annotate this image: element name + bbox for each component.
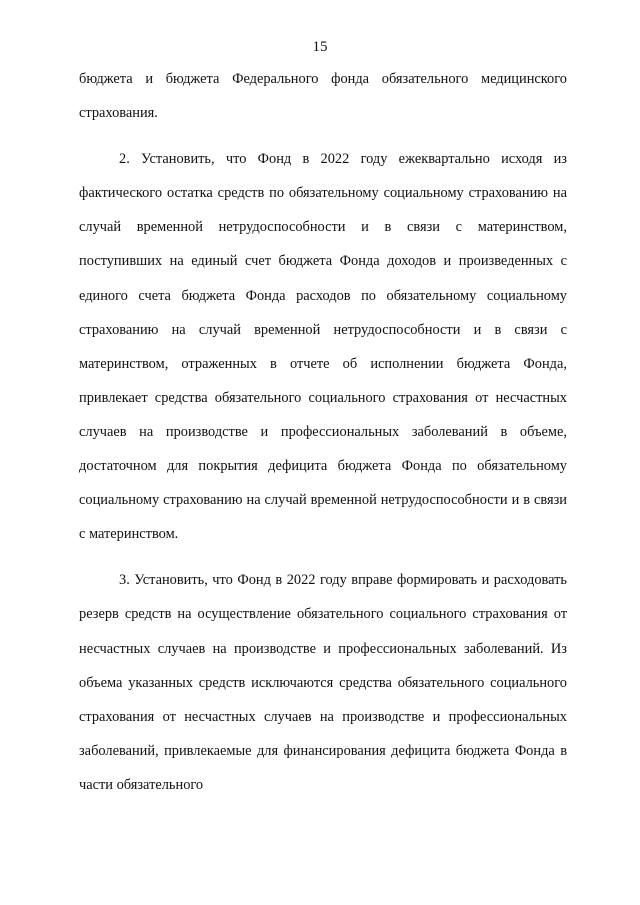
paragraph-item-3: 3. Установить, что Фонд в 2022 году вправе формировать и расходовать резерв средств на осуществление обязательного социального страхования от несчастных случаев на производстве и профессиональных заболеваний. Из объема указанных средств исключаются средства обязательного социального страхования от несчастных случаев на производстве и профессиональных заболеваний, привлекаемые для финансирования дефицита бюджета Фонда в части обязательного bbox=[79, 572, 567, 793]
paragraph-item-2: 2. Установить, что Фонд в 2022 году ежеквартально исходя из фактического остатка средств по обязательному социальному страхованию на случай временной нетрудоспособности и в связи с материнством, поступивших на единый счет бюджета Фонда доходов и произведенных с единого счета бюджета Фонда расходов по обязательному социальному страхованию на случай временной нетрудоспособности и в связи с материнством, отраженных в отчете об исполнении бюджета Фонда, привлекает средства обязательного социального страхования от несчастных случаев на производстве и профессиональных заболеваний в объеме, достаточном для покрытия дефицита бюджета Фонда по обязательному социальному страхованию на случай временной нетрудоспособности и в связи с материнством. bbox=[79, 151, 567, 543]
page-number: 15 bbox=[312, 39, 328, 55]
paragraph-spacer bbox=[79, 551, 567, 563]
document-body bbox=[79, 62, 567, 802]
paragraph-continuation: бюджета и бюджета Федерального фонда обязательного медицинского страхования. bbox=[79, 71, 567, 122]
paragraph-spacer bbox=[79, 130, 567, 142]
